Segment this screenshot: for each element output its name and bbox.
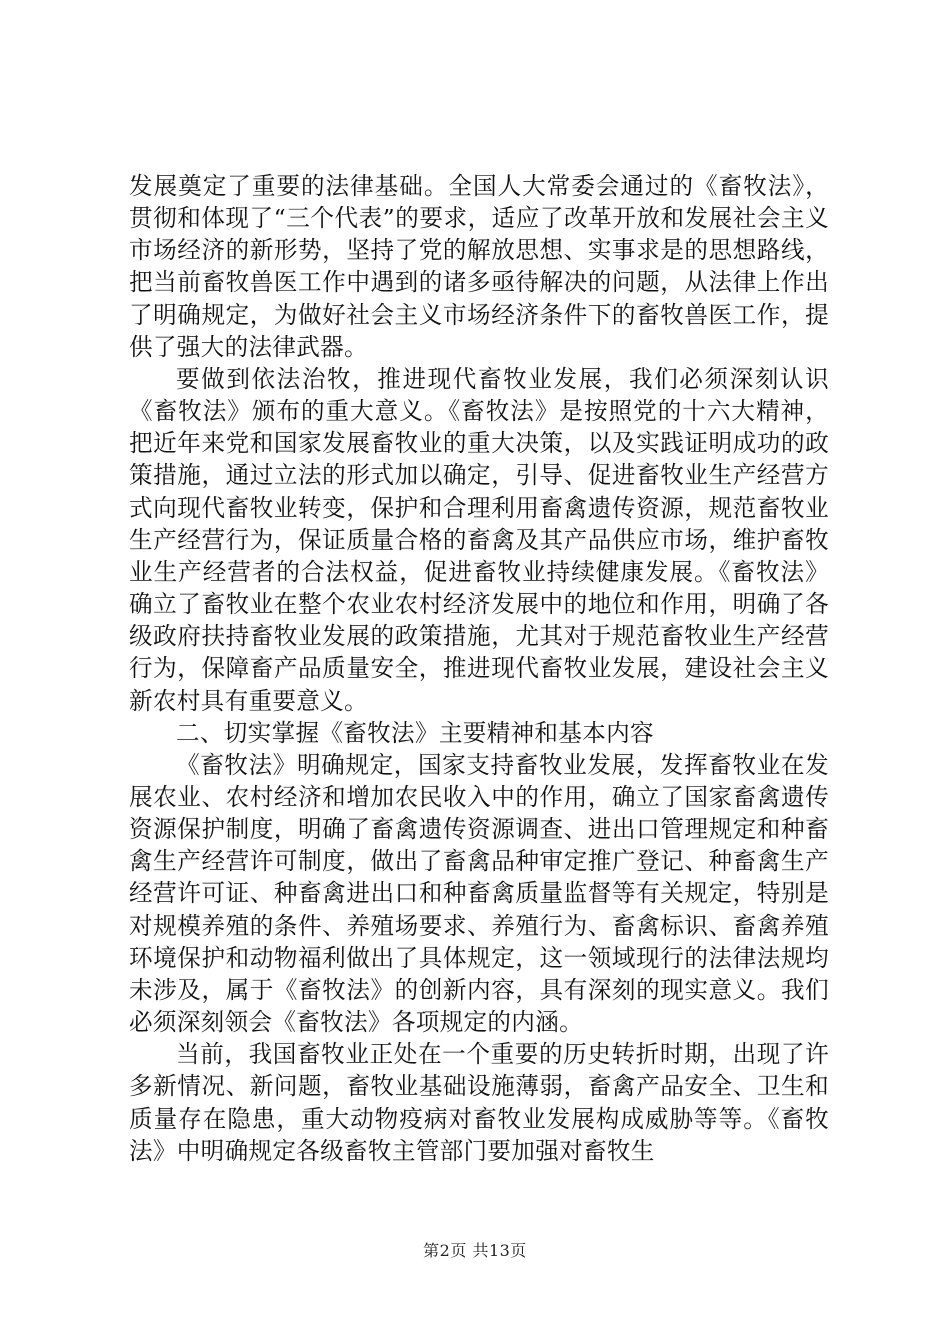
page-footer: 第2页 共13页	[423, 1241, 527, 1260]
document-body	[129, 170, 829, 1167]
paragraph-current-situation: 当前，我国畜牧业正处在一个重要的历史转折时期，出现了许多新情况、新问题，畜牧业基础设施薄弱，畜禽产品安全、卫生和质量存在隐患，重大动物疫病对畜牧业发展构成威胁等等。《畜牧法》中明确规定各级畜牧主管部门要加强对畜牧生	[129, 1040, 829, 1165]
paragraph-continuation: 发展奠定了重要的法律基础。全国人大常委会通过的《畜牧法》，贯彻和体现了“三个代表”的要求，适应了改革开放和发展社会主义市场经济的新形势，坚持了党的解放思想、实事求是的思想路线，把当前畜牧兽医工作中遇到的诸多亟待解决的问题，从法律上作出了明确规定，为做好社会主义市场经济条件下的畜牧兽医工作，提供了强大的法律武器。	[129, 172, 829, 361]
paragraph-significance: 要做到依法治牧，推进现代畜牧业发展，我们必须深刻认识《畜牧法》颁布的重大意义。《畜牧法》是按照党的十六大精神，把近年来党和国家发展畜牧业的重大决策，以及实践证明成功的政策措施，通过立法的形式加以确定，引导、促进畜牧业生产经营方式向现代畜牧业转变，保护和合理利用畜禽遗传资源，规范畜牧业生产经营行为，保证质量合格的畜禽及其产品供应市场，维护畜牧业生产经营者的合法权益，促进畜牧业持续健康发展。《畜牧法》确立了畜牧业在整个农业农村经济发展中的地位和作用，明确了各级政府扶持畜牧业发展的政策措施，尤其对于规范畜牧业生产经营行为，保障畜产品质量安全，推进现代畜牧业发展，建设社会主义新农村具有重要意义。	[129, 364, 829, 715]
paragraph-provisions: 《畜牧法》明确规定，国家支持畜牧业发展，发挥畜牧业在发展农业、农村经济和增加农民收入中的作用，确立了国家畜禽遗传资源保护制度，明确了畜禽遗传资源调查、进出口管理规定和种畜禽生产经营许可制度，做出了畜禽品种审定推广登记、种畜禽生产经营许可证、种畜禽进出口和种畜禽质量监督等有关规定，特别是对规模养殖的条件、养殖场要求、养殖行为、畜禽标识、畜禽养殖环境保护和动物福利做出了具体规定，这一领域现行的法律法规均未涉及，属于《畜牧法》的创新内容，具有深刻的现实意义。我们必须深刻领会《畜牧法》各项规定的内涵。	[129, 750, 829, 1037]
section-heading: 二、切实掌握《畜牧法》主要精神和基本内容	[176, 718, 654, 747]
